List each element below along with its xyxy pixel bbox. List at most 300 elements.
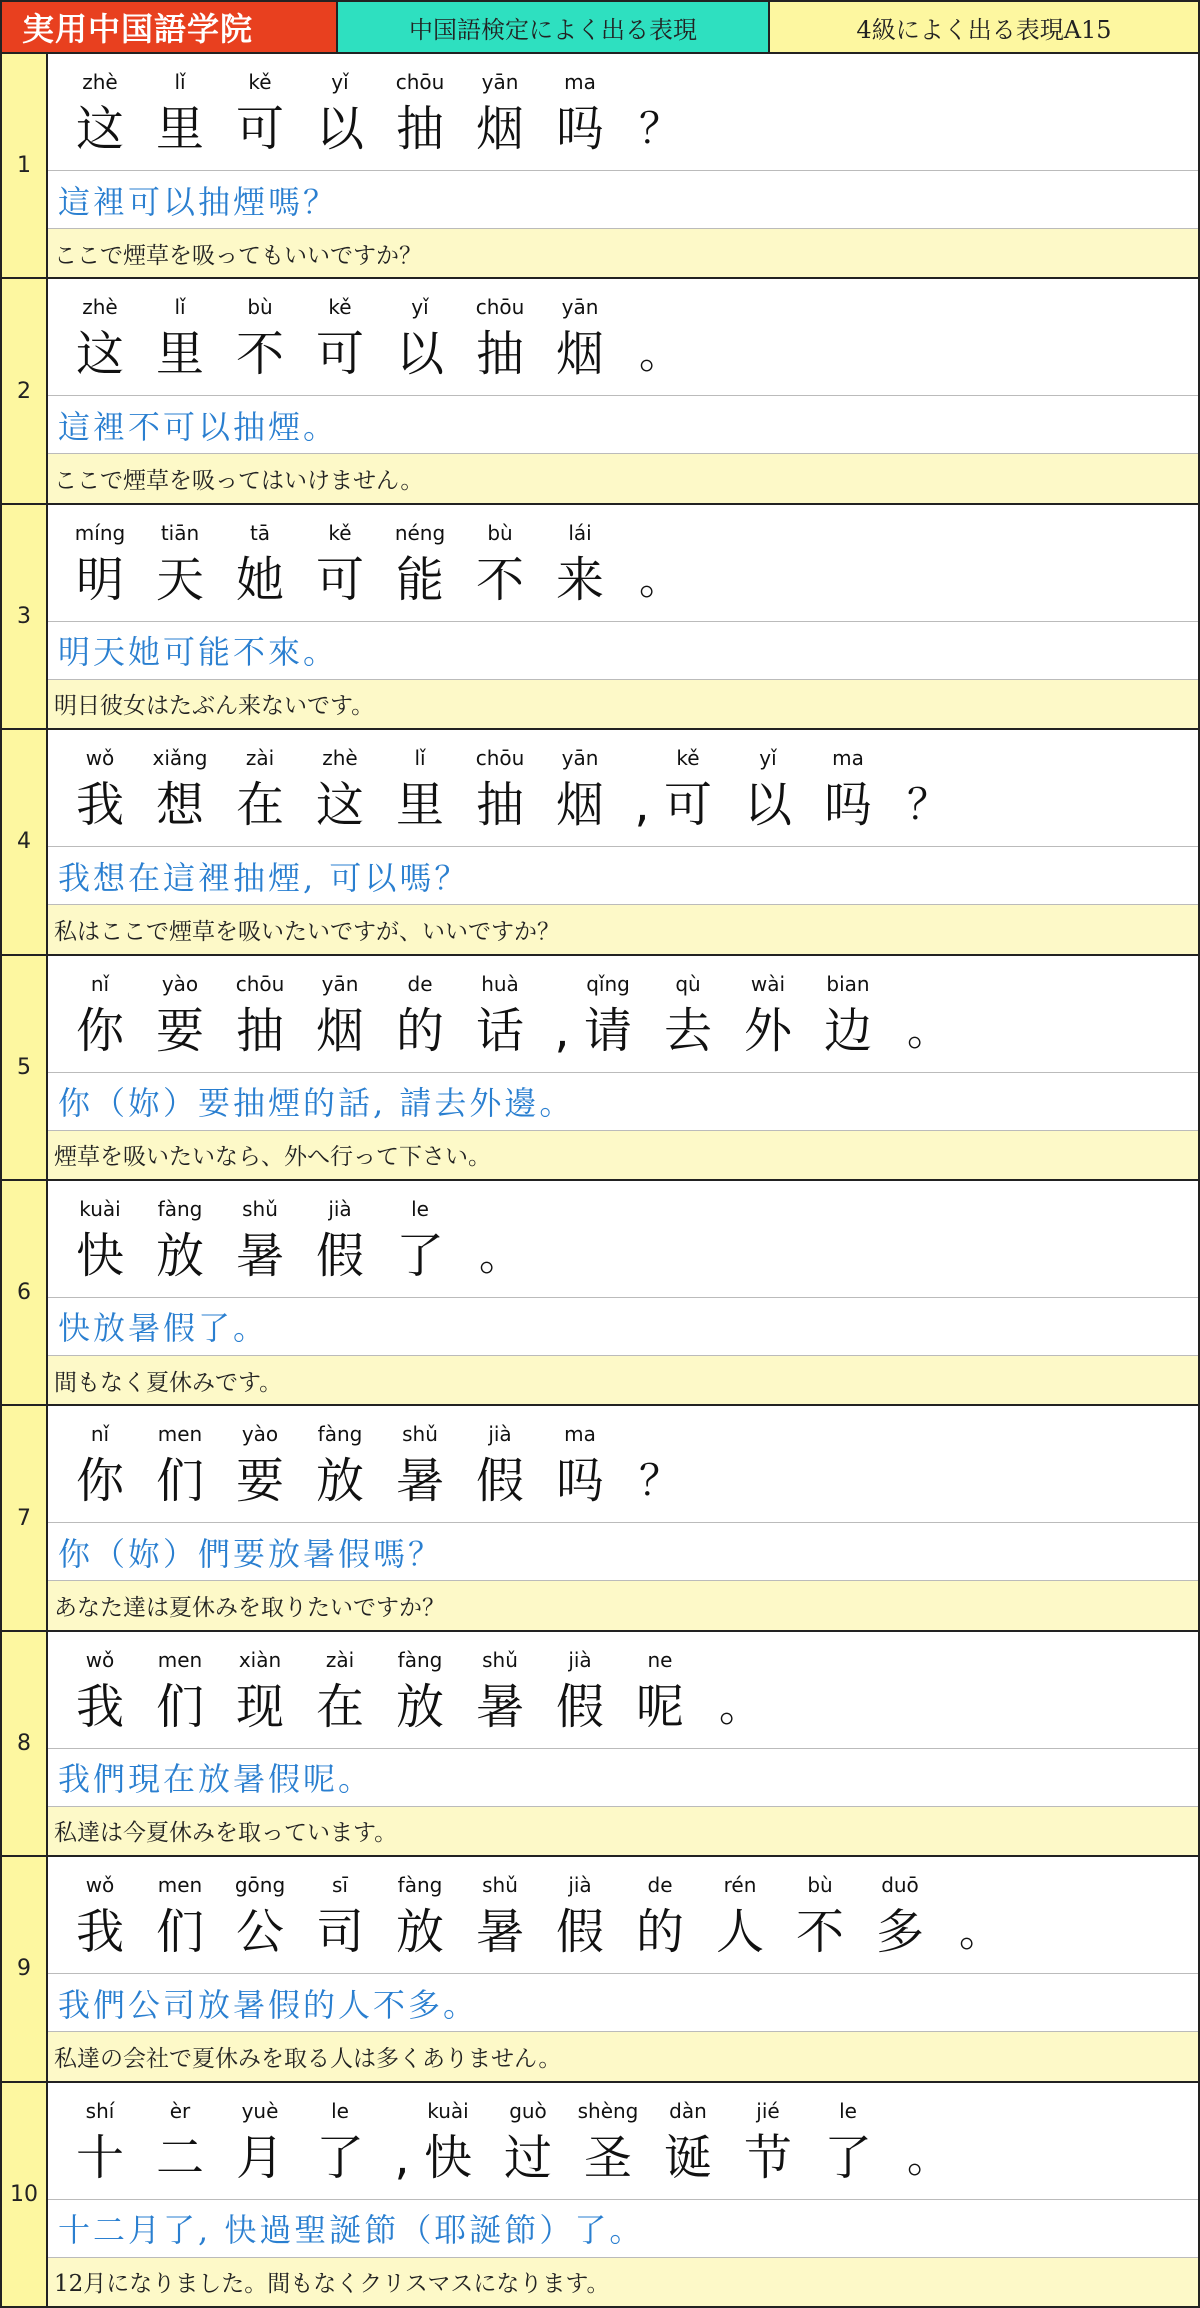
- character-cell: [232, 2083, 312, 2199]
- row-number: 8: [2, 1632, 48, 1855]
- hanzi: 话: [475, 1002, 524, 1059]
- hanzi: 里: [395, 777, 444, 834]
- character-cell: [232, 730, 312, 846]
- character-cell: [72, 1632, 152, 1748]
- japanese-translation: 12月になりました。間もなくクリスマスになります。: [48, 2258, 1198, 2306]
- row-content: [48, 1857, 1198, 2080]
- traditional-line: 明天她可能不來。: [48, 622, 1198, 680]
- punctuation: ,: [394, 2129, 410, 2186]
- row-number: 1: [2, 54, 48, 277]
- punctuation: 。: [906, 2132, 949, 2182]
- hanzi: 快: [75, 1227, 124, 1284]
- pinyin: ne: [647, 1647, 673, 1672]
- hanzi: 这: [75, 326, 124, 383]
- character-cell: [392, 1181, 472, 1297]
- hanzi: 抽: [475, 326, 524, 383]
- pinyin: fàng: [397, 1873, 443, 1898]
- simplified-line: [48, 505, 1198, 622]
- pinyin: yān: [561, 295, 599, 320]
- character-cell: [312, 1632, 392, 1748]
- simplified-line: [48, 1632, 1198, 1749]
- pinyin: [712, 1632, 768, 1672]
- traditional-line: 我想在這裡抽煙, 可以嗎？: [48, 847, 1198, 905]
- character-cell: [72, 1857, 152, 1973]
- pinyin: ma: [564, 1422, 596, 1447]
- pinyin: lǐ: [414, 746, 426, 771]
- character-cell: [472, 1857, 552, 1973]
- hanzi: 天: [155, 551, 204, 608]
- character-cell: [312, 279, 392, 395]
- row-number: 10: [2, 2083, 48, 2306]
- punctuation-cell: [472, 1181, 520, 1297]
- character-cell: [72, 1406, 152, 1522]
- pinyin: dàn: [669, 2098, 707, 2123]
- sentence-row: [0, 2083, 1200, 2308]
- traditional-line: 我們公司放暑假的人不多。: [48, 1974, 1198, 2032]
- punctuation: 。: [718, 1681, 761, 1731]
- sentence-row: [0, 956, 1200, 1181]
- hanzi: 假: [475, 1453, 524, 1510]
- pinyin: jià: [328, 1196, 352, 1221]
- hanzi: 二: [155, 2129, 204, 2186]
- pinyin: fàng: [157, 1196, 203, 1221]
- character-cell: [472, 730, 552, 846]
- hanzi: 来: [555, 551, 604, 608]
- punctuation-cell: [900, 730, 948, 846]
- character-cell: [152, 1632, 232, 1748]
- row-content: [48, 1406, 1198, 1629]
- pinyin: nǐ: [90, 1422, 110, 1447]
- character-cell: [232, 1406, 312, 1522]
- character-cell: [420, 2083, 500, 2199]
- simplified-line: [48, 1181, 1198, 1298]
- pinyin: wǒ: [85, 746, 115, 771]
- row-number: 5: [2, 956, 48, 1179]
- hanzi: 去: [663, 1002, 712, 1059]
- pinyin: jià: [488, 1422, 512, 1447]
- hanzi: 吗: [555, 1453, 604, 1510]
- character-cell: [740, 2083, 820, 2199]
- character-cell: [392, 1632, 472, 1748]
- character-cell: [392, 1857, 472, 1973]
- japanese-translation: 煙草を吸いたいなら、外へ行って下さい。: [48, 1131, 1198, 1179]
- hanzi: 节: [743, 2129, 792, 2186]
- character-cells: [72, 2083, 1198, 2199]
- sentence-row: [0, 279, 1200, 504]
- traditional-line: 十二月了, 快過聖誕節（耶誕節）了。: [48, 2200, 1198, 2258]
- pinyin: zài: [325, 1647, 355, 1672]
- pinyin: kě: [248, 70, 272, 94]
- punctuation: 。: [638, 329, 681, 379]
- school-title: 実用中国語学院: [2, 2, 338, 52]
- character-cells: [72, 1857, 1198, 1973]
- hanzi: 这: [315, 777, 364, 834]
- hanzi: 暑: [395, 1453, 444, 1510]
- hanzi: 抽: [235, 1002, 284, 1059]
- hanzi: 不: [475, 551, 524, 608]
- hanzi: 我: [75, 1678, 124, 1735]
- character-cells: [72, 956, 1198, 1072]
- character-cell: [872, 1857, 952, 1973]
- japanese-translation: 私達は今夏休みを取っています。: [48, 1807, 1198, 1855]
- pinyin: zhè: [322, 746, 358, 771]
- hanzi: 放: [395, 1678, 444, 1735]
- character-cell: [232, 54, 312, 170]
- row-number: 2: [2, 279, 48, 502]
- character-cell: [472, 1406, 552, 1522]
- hanzi: 你: [75, 1002, 124, 1059]
- punctuation-cell: [900, 956, 948, 1072]
- pinyin: xiǎng: [152, 746, 208, 771]
- pinyin: bù: [247, 295, 273, 320]
- pinyin: shǔ: [482, 1873, 518, 1898]
- hanzi: 烟: [315, 1002, 364, 1059]
- traditional-line: 這裡不可以抽煙。: [48, 396, 1198, 454]
- pinyin: xiàn: [238, 1647, 282, 1672]
- japanese-translation: 間もなく夏休みです。: [48, 1356, 1198, 1404]
- character-cell: [552, 505, 632, 621]
- japanese-translation: ここで煙草を吸ってもいいですか？: [48, 229, 1198, 277]
- row-content: [48, 505, 1198, 728]
- pinyin: nǐ: [90, 971, 110, 996]
- punctuation-cell: [632, 54, 680, 170]
- pinyin: qǐng: [586, 971, 630, 996]
- pinyin: kě: [328, 520, 352, 545]
- pinyin: yǐ: [411, 295, 429, 320]
- character-cell: [72, 730, 152, 846]
- hanzi: 能: [395, 551, 444, 608]
- character-cell: [472, 956, 552, 1072]
- character-cell: [552, 730, 632, 846]
- punctuation-cell: [632, 505, 680, 621]
- hanzi: 可: [315, 551, 364, 608]
- punctuation: ,: [554, 1002, 570, 1059]
- character-cell: [632, 1857, 712, 1973]
- hanzi: 放: [395, 1904, 444, 1961]
- hanzi: 公: [235, 1904, 284, 1961]
- pinyin: yǐ: [759, 746, 777, 771]
- simplified-line: [48, 2083, 1198, 2200]
- hanzi: 人: [715, 1904, 764, 1961]
- pinyin: èr: [169, 2098, 191, 2123]
- punctuation: 。: [906, 1005, 949, 1055]
- pinyin: bù: [807, 1873, 833, 1898]
- character-cell: [392, 730, 472, 846]
- punctuation-cell: [952, 1857, 1000, 1973]
- simplified-line: [48, 1406, 1198, 1523]
- hanzi: 在: [315, 1678, 364, 1735]
- pinyin: men: [157, 1422, 203, 1447]
- hanzi: 的: [395, 1002, 444, 1059]
- character-cells: [72, 279, 1198, 395]
- pinyin: de: [647, 1873, 673, 1898]
- character-cell: [312, 1181, 392, 1297]
- hanzi: 可: [315, 326, 364, 383]
- punctuation: ？: [638, 1456, 681, 1506]
- hanzi: 放: [155, 1227, 204, 1284]
- hanzi: 这: [75, 101, 124, 157]
- pinyin: ma: [832, 746, 864, 771]
- pinyin: lǐ: [174, 295, 186, 320]
- hanzi: 她: [235, 551, 284, 608]
- character-cell: [500, 2083, 580, 2199]
- hanzi: 多: [875, 1904, 924, 1961]
- level-title: 4級によく出る表現A15: [770, 2, 1198, 52]
- character-cells: [72, 1632, 1198, 1748]
- hanzi: 可: [663, 777, 712, 834]
- pinyin: sī: [332, 1873, 348, 1898]
- pinyin: tā: [249, 520, 271, 545]
- hanzi: 里: [155, 101, 204, 157]
- character-cell: [72, 505, 152, 621]
- pinyin: [552, 956, 572, 996]
- simplified-line: [48, 956, 1198, 1073]
- punctuation-cell: [900, 2083, 948, 2199]
- hanzi: 呢: [635, 1678, 684, 1735]
- hanzi: 吗: [555, 101, 604, 157]
- pinyin: le: [331, 2098, 349, 2123]
- traditional-line: 快放暑假了。: [48, 1298, 1198, 1356]
- hanzi: 过: [503, 2129, 552, 2186]
- character-cell: [232, 1857, 312, 1973]
- character-cell: [72, 54, 152, 170]
- pinyin: wǒ: [85, 1647, 115, 1672]
- simplified-line: [48, 279, 1198, 396]
- pinyin: chōu: [235, 971, 285, 996]
- character-cell: [580, 956, 660, 1072]
- pinyin: lǐ: [174, 70, 186, 94]
- pinyin: zhè: [82, 295, 118, 320]
- character-cell: [152, 1857, 232, 1973]
- pinyin: shèng: [577, 2098, 639, 2123]
- simplified-line: [48, 1857, 1198, 1974]
- pinyin: gōng: [234, 1873, 286, 1898]
- pinyin: chōu: [475, 746, 525, 771]
- pinyin: yān: [561, 746, 599, 771]
- pinyin: [632, 54, 688, 94]
- character-cell: [72, 1181, 152, 1297]
- character-cells: [72, 1181, 1198, 1297]
- row-number: 4: [2, 730, 48, 953]
- pinyin: fàng: [397, 1647, 443, 1672]
- hanzi: 明: [75, 551, 124, 608]
- character-cell: [660, 730, 740, 846]
- character-cells: [72, 730, 1198, 846]
- hanzi: 可: [235, 101, 284, 157]
- character-cell: [232, 1632, 312, 1748]
- hanzi: 圣: [583, 2129, 632, 2186]
- character-cell: [152, 279, 232, 395]
- pinyin: yān: [321, 971, 359, 996]
- row-content: [48, 2083, 1198, 2306]
- punctuation: ,: [634, 777, 650, 834]
- pinyin: kuài: [79, 1196, 121, 1221]
- character-cell: [152, 2083, 232, 2199]
- japanese-translation: 私達の会社で夏休みを取る人は多くありません。: [48, 2032, 1198, 2080]
- pinyin: men: [157, 1873, 203, 1898]
- pinyin: yào: [241, 1422, 279, 1447]
- pinyin: yǐ: [331, 70, 349, 94]
- pinyin: [900, 730, 956, 770]
- pinyin: wài: [750, 971, 786, 996]
- punctuation-cell: [392, 2083, 420, 2199]
- hanzi: 吗: [823, 777, 872, 834]
- simplified-line: [48, 54, 1198, 171]
- hanzi: 我: [75, 1904, 124, 1961]
- character-cell: [552, 279, 632, 395]
- hanzi: 以: [395, 326, 444, 383]
- traditional-line: 你（妳）要抽煙的話, 請去外邊。: [48, 1073, 1198, 1131]
- hanzi: 们: [155, 1453, 204, 1510]
- pinyin: zhè: [82, 70, 118, 94]
- row-number: 6: [2, 1181, 48, 1404]
- hanzi: 要: [235, 1453, 284, 1510]
- character-cell: [312, 54, 392, 170]
- character-cell: [632, 1632, 712, 1748]
- pinyin: tiān: [160, 520, 200, 545]
- hanzi: 十: [75, 2129, 124, 2186]
- character-cell: [740, 956, 820, 1072]
- hanzi: 了: [395, 1227, 444, 1284]
- pinyin: [632, 730, 652, 770]
- character-cell: [552, 1857, 632, 1973]
- pinyin: ma: [564, 70, 596, 94]
- row-content: [48, 1632, 1198, 1855]
- character-cell: [312, 2083, 392, 2199]
- hanzi: 烟: [555, 326, 604, 383]
- pinyin: wǒ: [85, 1873, 115, 1898]
- pinyin: jià: [568, 1873, 592, 1898]
- character-cell: [392, 505, 472, 621]
- pinyin: [392, 2083, 412, 2123]
- pinyin: zài: [245, 746, 275, 771]
- pinyin: bian: [826, 971, 870, 996]
- character-cell: [312, 1406, 392, 1522]
- hanzi: 放: [315, 1453, 364, 1510]
- hanzi: 现: [235, 1678, 284, 1735]
- worksheet-header: [0, 0, 1200, 54]
- character-cell: [392, 1406, 472, 1522]
- character-cell: [72, 956, 152, 1072]
- sentence-row: [0, 54, 1200, 279]
- pinyin: men: [157, 1647, 203, 1672]
- traditional-line: 你（妳）們要放暑假嗎？: [48, 1523, 1198, 1581]
- row-content: [48, 956, 1198, 1179]
- punctuation: ？: [638, 104, 681, 153]
- row-content: [48, 54, 1198, 277]
- row-number: 3: [2, 505, 48, 728]
- pinyin: [472, 1181, 528, 1221]
- pinyin: kuài: [427, 2098, 469, 2123]
- hanzi: 烟: [555, 777, 604, 834]
- character-cells: [72, 54, 1198, 170]
- hanzi: 们: [155, 1904, 204, 1961]
- japanese-translation: ここで煙草を吸ってはいけません。: [48, 454, 1198, 502]
- hanzi: 在: [235, 777, 284, 834]
- character-cell: [740, 730, 820, 846]
- punctuation: 。: [638, 554, 681, 604]
- character-cell: [392, 279, 472, 395]
- character-cell: [232, 956, 312, 1072]
- hanzi: 暑: [475, 1678, 524, 1735]
- pinyin: le: [839, 2098, 857, 2123]
- pinyin: [632, 505, 688, 545]
- punctuation-cell: [552, 956, 580, 1072]
- character-cell: [552, 1406, 632, 1522]
- hanzi: 你: [75, 1453, 124, 1510]
- punctuation-cell: [632, 1406, 680, 1522]
- character-cell: [232, 505, 312, 621]
- pinyin: huà: [481, 971, 519, 996]
- character-cell: [392, 54, 472, 170]
- pinyin: bù: [487, 520, 513, 545]
- character-cells: [72, 1406, 1198, 1522]
- punctuation: ？: [906, 780, 949, 830]
- hanzi: 请: [583, 1002, 632, 1059]
- character-cell: [312, 730, 392, 846]
- pinyin: [632, 279, 688, 319]
- japanese-translation: 私はここで煙草を吸いたいですが、いいですか？: [48, 905, 1198, 953]
- pinyin: jié: [756, 2098, 780, 2123]
- hanzi: 了: [315, 2129, 364, 2186]
- character-cell: [820, 730, 900, 846]
- hanzi: 暑: [475, 1904, 524, 1961]
- hanzi: 外: [743, 1002, 792, 1059]
- hanzi: 假: [315, 1227, 364, 1284]
- pinyin: kě: [676, 746, 700, 771]
- hanzi: 想: [155, 777, 204, 834]
- pinyin: míng: [74, 520, 126, 545]
- traditional-line: 這裡可以抽煙嗎？: [48, 171, 1198, 229]
- traditional-line: 我們現在放暑假呢。: [48, 1749, 1198, 1807]
- row-number: 9: [2, 1857, 48, 2080]
- pinyin: shǔ: [482, 1647, 518, 1672]
- pinyin: néng: [394, 520, 446, 545]
- hanzi: 烟: [475, 101, 524, 157]
- character-cell: [472, 54, 552, 170]
- character-cell: [472, 505, 552, 621]
- character-cell: [712, 1857, 792, 1973]
- character-cell: [152, 54, 232, 170]
- punctuation: 。: [478, 1230, 521, 1280]
- character-cell: [232, 279, 312, 395]
- hanzi: 的: [635, 1904, 684, 1961]
- hanzi: 诞: [663, 2129, 712, 2186]
- pinyin: jià: [568, 1647, 592, 1672]
- character-cell: [660, 956, 740, 1072]
- sentence-list: [0, 54, 1200, 2308]
- character-cell: [820, 956, 900, 1072]
- pinyin: qù: [675, 971, 701, 996]
- pinyin: le: [411, 1196, 429, 1221]
- character-cell: [577, 2083, 660, 2199]
- character-cell: [152, 730, 232, 846]
- punctuation-cell: [632, 279, 680, 395]
- character-cell: [472, 1632, 552, 1748]
- pinyin: kě: [328, 295, 352, 320]
- hanzi: 快: [423, 2129, 472, 2186]
- character-cell: [392, 956, 472, 1072]
- japanese-translation: 明日彼女はたぶん来ないです。: [48, 680, 1198, 728]
- pinyin: fàng: [317, 1422, 363, 1447]
- topic-title: 中国語検定によく出る表現: [338, 2, 770, 52]
- hanzi: 里: [155, 326, 204, 383]
- pinyin: yuè: [241, 2098, 279, 2123]
- row-content: [48, 1181, 1198, 1404]
- sentence-row: [0, 1406, 1200, 1631]
- hanzi: 司: [315, 1904, 364, 1961]
- hanzi: 以: [743, 777, 792, 834]
